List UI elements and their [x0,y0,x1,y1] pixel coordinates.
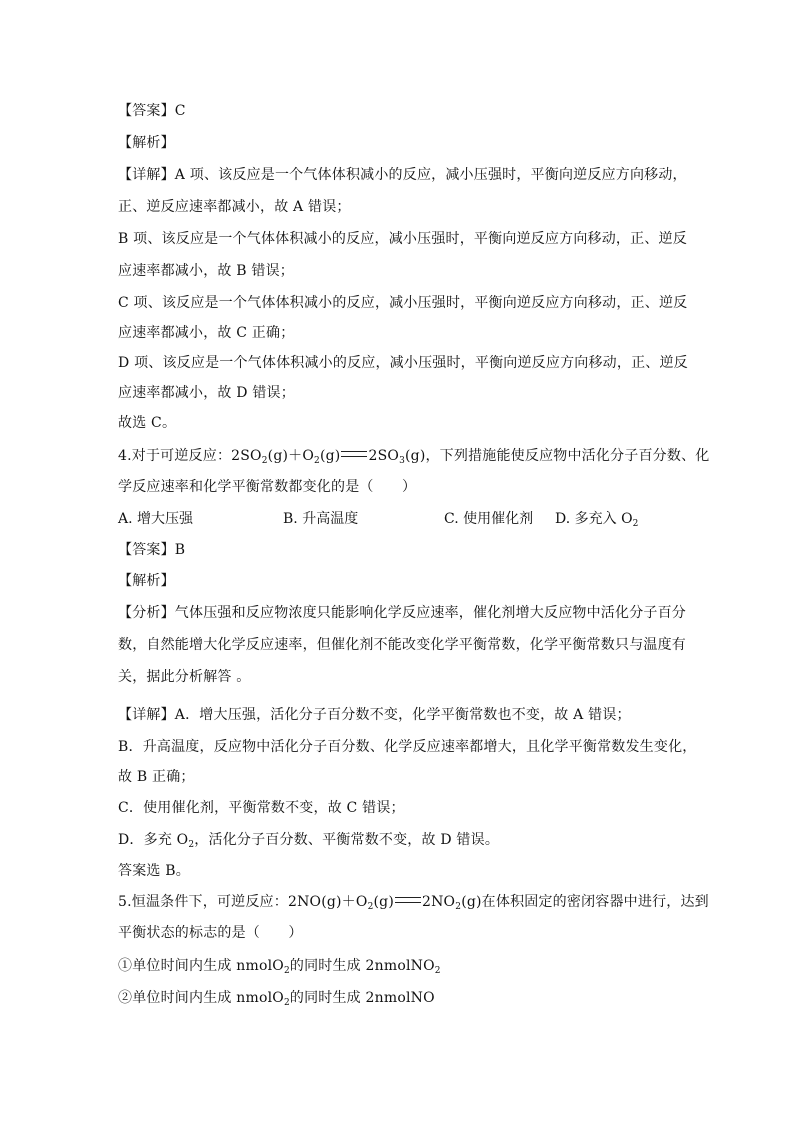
subscript: 2 [367,902,374,912]
subscript: 2 [632,519,639,529]
q5-item2-prefix: ②单位时间内生成 nmolO [118,990,284,1006]
q3-detail-line2: 正、逆反应速率都减小，故 A 错误； [118,199,351,215]
q5-stem-suffix: (g)在体积固定的密闭容器中进行，达到 [461,894,709,910]
q5-item2-mid: 的同时生成 2nmolNO [289,990,435,1006]
q4-stem-eq-a: (g)＋O [267,448,315,464]
q3-c-line1: C 项、该反应是一个气体体积减小的反应，减小压强时，平衡向逆反应方向移动，正、逆反 [118,295,688,311]
subscript: 2 [314,456,320,466]
q4-stem-prefix: 4.对于可逆反应：2SO [118,448,262,464]
q4-answer: 【答案】B [118,542,186,558]
q3-b-line1: B 项、该反应是一个气体体积减小的反应，减小压强时，平衡向逆反应方向移动，正、逆反 [118,231,687,247]
subscript: 2 [283,966,290,976]
q4-option-b: B. 升高温度 [283,511,359,527]
q4-detail-line1: 【详解】A．增大压强，活化分子百分数不变，化学平衡常数也不变，故 A 错误； [118,707,631,723]
q4-analysis-line3: 关，据此分析解答 。 [118,669,251,685]
q3-d-line2: 应速率都减小，故 D 错误； [118,385,295,401]
q4-analysis-header: 【解析】 [118,573,175,589]
subscript: 2 [261,456,268,466]
subscript: 2 [434,966,441,976]
q4-stem-suffix: (g)，下列措施能使反应物中活化分子百分数、化 [405,448,710,464]
q4-stem-eq-b: (g) [319,448,341,464]
q4-detail-line4: C．使用催化剂，平衡常数不变，故 C 错误； [118,800,405,816]
q4-stem-line1 [118,446,710,466]
q5-stem-prefix: 5.恒温条件下，可逆反应：2NO(g)＋O [118,894,368,910]
q4-option-d-text: D. 多充入 O [555,511,633,527]
q3-detail-line1: 【详解】A 项、该反应是一个气体体积减小的反应，减小压强时，平衡向逆反应方向移动， [118,167,687,183]
q4-stem-line2: 学反应速率和化学平衡常数都变化的是（ ） [118,479,417,495]
equilibrium-arrow-icon [395,897,421,903]
q5-stem-eq-c: 2NO [422,894,456,910]
q4-conclusion: 答案选 B。 [118,863,190,879]
q3-analysis-header: 【解析】 [118,135,175,151]
q5-item1-prefix: ①单位时间内生成 nmolO [118,958,284,974]
subscript: 2 [283,998,290,1008]
subscript: 2 [455,902,462,912]
q5-item1 [118,956,441,976]
q4-analysis-line2: 数，自然能增大化学反应速率，但催化剂不能改变化学平衡常数，化学平衡常数只与温度有 [118,637,686,653]
q4-detail-line5-suffix: ，活化分子百分数、平衡常数不变，故 D 错误。 [194,832,500,848]
q5-item1-mid: 的同时生成 2nmolNO [289,958,435,974]
q4-option-a: A. 增大压强 [118,511,194,527]
q3-answer: 【答案】C [118,103,186,119]
q5-stem-line2: 平衡状态的标志的是（ ） [118,925,303,941]
q4-option-c: C. 使用催化剂 [444,511,534,527]
q3-c-line2: 应速率都减小，故 C 正确； [118,325,295,341]
q4-stem-eq-c: 2SO [368,448,400,464]
q3-b-line2: 应速率都减小，故 B 错误； [118,263,294,279]
q4-option-d [555,509,638,529]
q4-detail-line5-prefix: D．多充 O [118,832,189,848]
subscript: 3 [399,456,405,466]
q5-item2 [118,988,435,1008]
q5-stem-eq-b: (g) [373,894,394,910]
q4-detail-line2: B．升高温度，反应物中活化分子百分数、化学反应速率都增大，且化学平衡常数发生变化， [118,739,697,755]
q4-analysis-line1: 【分析】气体压强和反应物浓度只能影响化学反应速率，催化剂增大反应物中活化分子百分 [118,605,686,621]
q5-stem-line1 [118,892,709,912]
q4-detail-line5 [118,830,499,850]
q3-conclusion: 故选 C。 [118,415,177,431]
q4-detail-line3: 故 B 正确； [118,769,195,785]
equilibrium-arrow-icon [341,451,367,457]
subscript: 2 [188,840,195,850]
q3-d-line1: D 项、该反应是一个气体体积减小的反应，减小压强时，平衡向逆反应方向移动，正、逆反 [118,355,688,371]
